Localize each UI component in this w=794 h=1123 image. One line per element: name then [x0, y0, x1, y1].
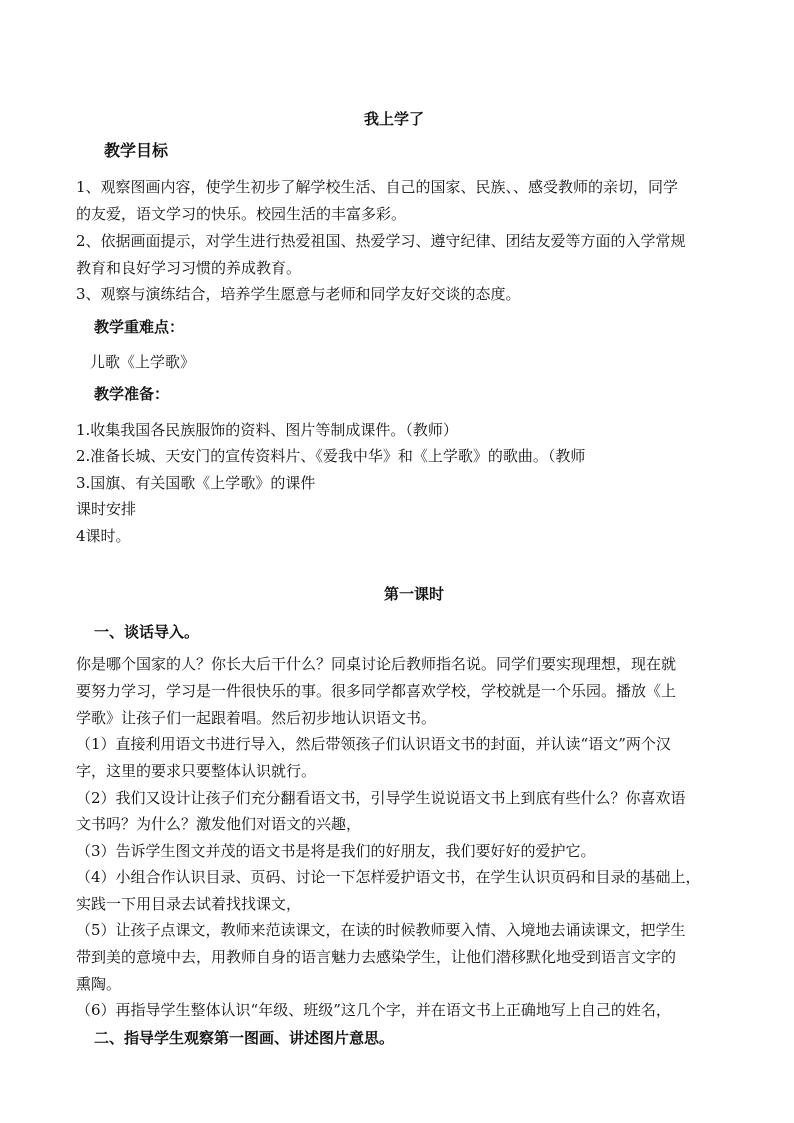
section1-line: （6）再指导学生整体认识“年级、班级”这几个字，并在语文书上正确地写上自己的姓名， — [76, 1001, 671, 1019]
section1-line: 带到美的意境中去，用教师自身的语言魅力去感染学生，让他们潜移默化地受到语言文字的 — [76, 948, 677, 966]
objectives-line: 2、依据画面提示，对学生进行热爱祖国、热爱学习、遵守纪律、团结友爱等方面的入学常规 — [76, 232, 686, 250]
key-points-content: 儿歌《上学歌》 — [90, 353, 196, 371]
section1-line: 要努力学习，学习是一件很快乐的事。很多同学都喜欢学校，学校就是一个乐园。播放《上 — [76, 682, 677, 700]
lesson1-title: 第一课时 — [384, 585, 445, 603]
objectives-line: 教育和良好学习习惯的养成教育。 — [76, 259, 302, 277]
section1-line: 字，这里的要求只要整体认识就行。 — [76, 762, 317, 780]
preparation-line: 1.收集我国各民族服饰的资料、图片等制成课件。（教师） — [76, 421, 458, 439]
section1-line: 文书吗？为什么？激发他们对语文的兴趣， — [76, 815, 362, 833]
section1-line: （4）小组合作认识目录、页码、讨论一下怎样爱护语文书，在学生认识页码和目录的基础上， — [76, 868, 701, 886]
key-points-heading: 教学重难点： — [94, 318, 185, 336]
objectives-line: 的友爱，语文学习的快乐。校园生活的丰富多彩。 — [76, 205, 407, 223]
section1-line: （5）让孩子点课文，教师来范读课文，在读的时候教师要入情、入境地去诵读课文，把学生 — [76, 921, 686, 939]
section1-heading: 一、谈话导入。 — [94, 623, 200, 641]
preparation-line: 2.准备长城、天安门的宣传资料片、《爱我中华》和《上学歌》的歌曲。（教师 — [76, 447, 586, 465]
section1-line: 实践一下用目录去试着找找课文， — [76, 895, 302, 913]
objectives-heading: 教学目标 — [104, 141, 169, 160]
section1-line: 学歌》让孩子们一起跟着唱。然后初步地认识语文书。 — [76, 709, 437, 727]
preparation-heading: 教学准备： — [94, 385, 170, 403]
section1-line: （1）直接利用语文书进行导入，然后带领孩子们认识语文书的封面，并认读“语文”两个汉 — [76, 735, 671, 753]
objectives-line: 1、观察图画内容，使学生初步了解学校生活、自己的国家、民族、、感受教师的亲切，同学 — [76, 178, 679, 196]
section1-line: （2）我们又设计让孩子们充分翻看语文书，引导学生说说语文书上到底有些什么？你喜欢语 — [76, 789, 686, 807]
section1-line: 你是哪个国家的人？你长大后干什么？同桌讨论后教师指名说。同学们要实现理想，现在就 — [76, 655, 677, 673]
document-title: 我上学了 — [364, 110, 425, 128]
schedule-value: 4课时。 — [76, 527, 131, 545]
section2-heading: 二、指导学生观察第一图画、讲述图片意思。 — [94, 1029, 395, 1047]
schedule-label: 课时安排 — [76, 500, 137, 518]
objectives-line: 3、观察与演练结合，培养学生愿意与老师和同学友好交谈的态度。 — [76, 285, 521, 303]
preparation-line: 3.国旗、有关国歌《上学歌》的课件 — [76, 474, 316, 492]
section1-line: 熏陶。 — [76, 975, 122, 993]
section1-line: （3）告诉学生图文并茂的语文书是将是我们的好朋友，我们要好好的爱护它。 — [76, 842, 596, 860]
